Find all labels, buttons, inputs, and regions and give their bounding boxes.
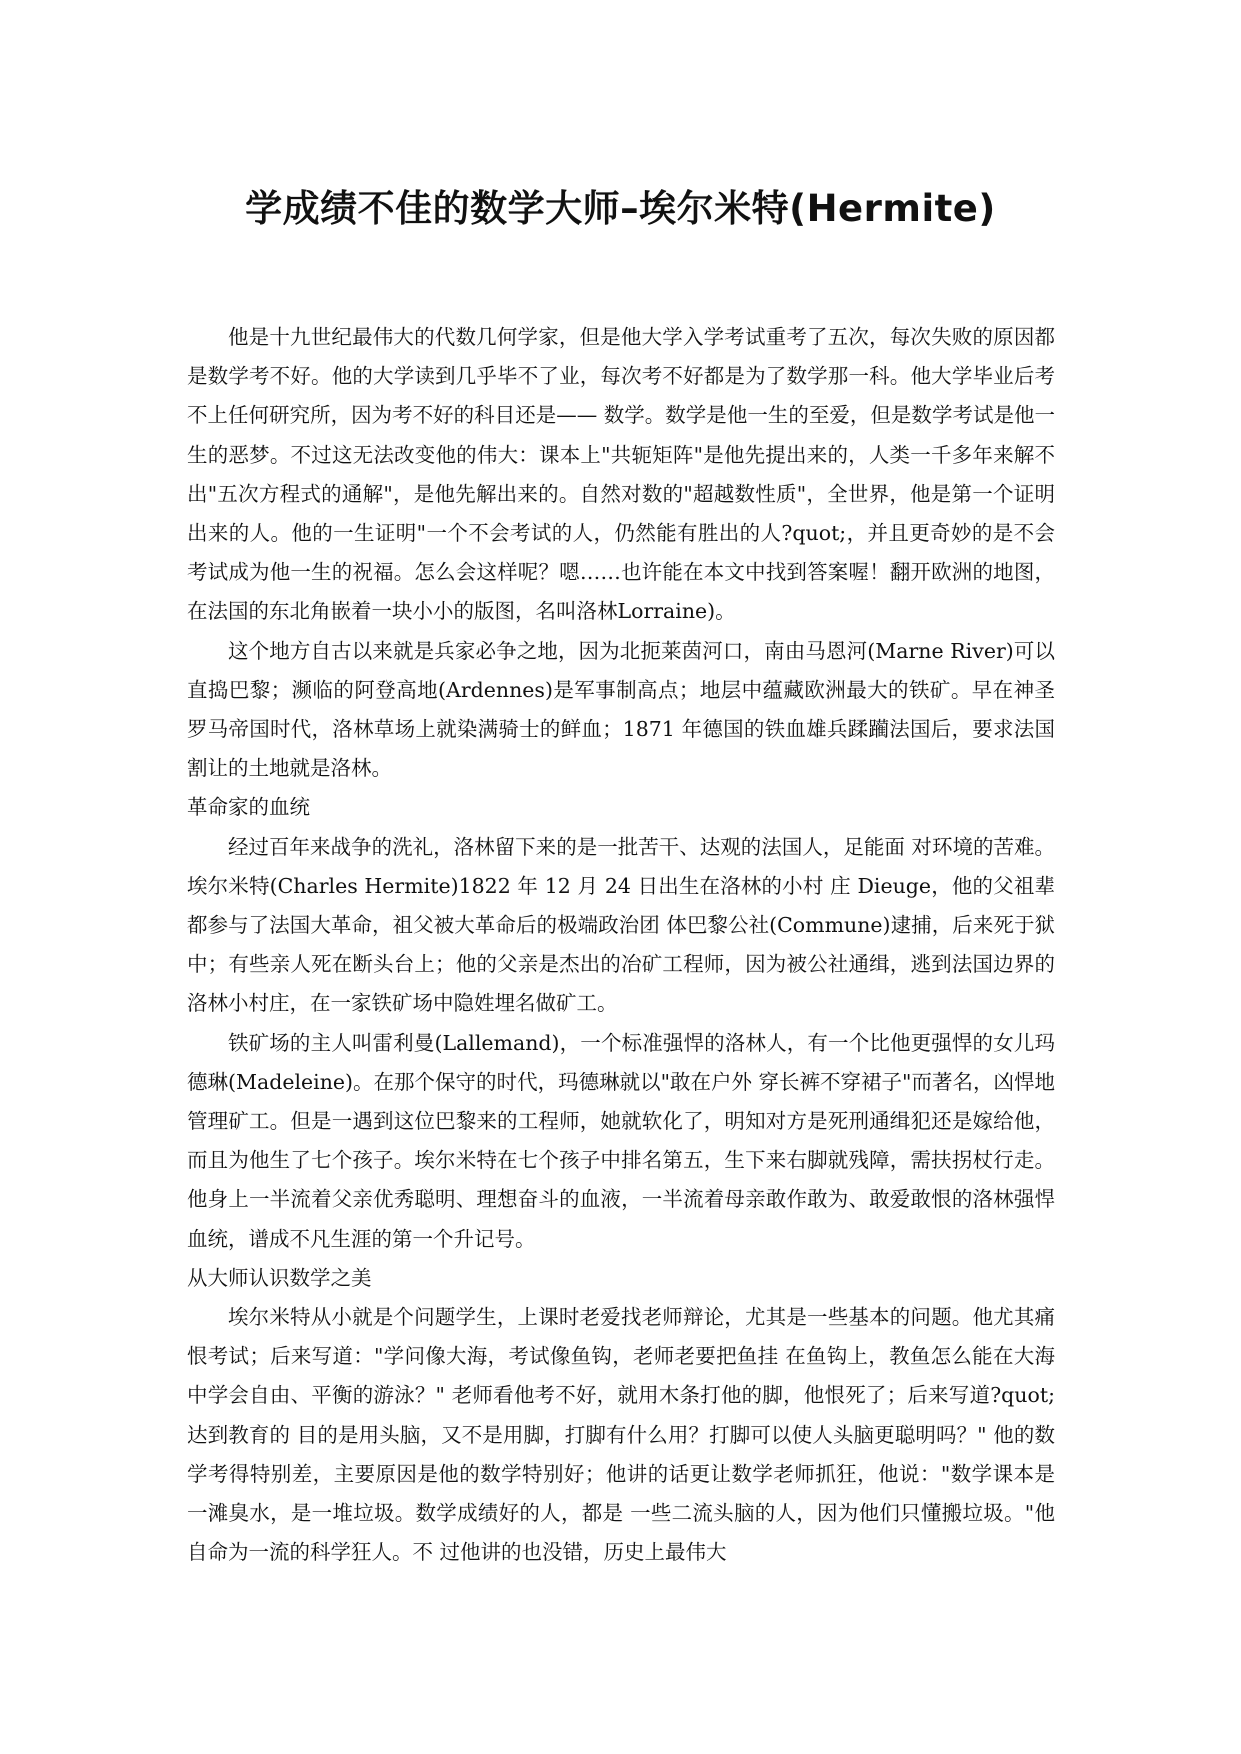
section-heading-math-beauty: 从大师认识数学之美 xyxy=(187,1265,372,1290)
document-body xyxy=(187,318,1055,1573)
paragraph-parents: 铁矿场的主人叫雷利曼(Lallemand)，一个标准强悍的洛林人，有一个比他更强悍的女儿玛德琳(Madeleine)。在那个保守的时代，玛德琳就以"敢在户外 穿长裤不穿裙子"而著名，凶悍地管理矿工。但是一遇到这位巴黎来的工程师，她就软化了，明知对方是死刑通缉犯还是嫁给他，而且为他生了七个孩子。埃尔米特在七个孩子中排名第五，生下来右脚就残障，需扶拐杖行走。他身上一半流着父亲优秀聪明、理想奋斗的血液，一半流着母亲敢作敢为、敢爱敢恨的洛林强悍血统，谱成不凡生涯的第一个升记号。 xyxy=(187,1030,1055,1251)
paragraph-lorraine: 这个地方自古以来就是兵家必争之地，因为北扼莱茵河口，南由马恩河(Marne River)可以直捣巴黎；濒临的阿登高地(Ardennes)是军事制高点；地层中蕴藏欧洲最大的铁矿。早在神圣罗马帝国时代，洛林草场上就染满骑士的鲜血；1871 年德国的铁血雄兵蹂躏法国后，要求法国割让的土地就是洛林。 xyxy=(187,638,1055,781)
paragraph-intro: 他是十九世纪最伟大的代数几何学家，但是他大学入学考试重考了五次，每次失败的原因都是数学考不好。他的大学读到几乎毕不了业，每次考不好都是为了数学那一科。他大学毕业后考不上任何研究所，因为考不好的科目还是—— 数学。数学是他一生的至爱，但是数学考试是他一生的恶梦。不过这无法改变他的伟大：课本上"共轭矩阵"是他先提出来的，人类一千多年来解不出"五次方程式的通解"，是他先解出来的。自然对数的"超越数性质"，全世界，他是第一个证明出来的人。他的一生证明"一个不会考试的人，仍然能有胜出的人?quot;，并且更奇妙的是不会考试成为他一生的祝福。怎么会这样呢？嗯……也许能在本文中找到答案喔！翻开欧洲的地图，在法国的东北角嵌着一块小小的版图，名叫洛林Lorraine)。 xyxy=(187,325,1055,624)
section-heading-bloodline: 革命家的血统 xyxy=(187,795,310,820)
paragraph-birth: 经过百年来战争的洗礼，洛林留下来的是一批苦干、达观的法国人，足能面 对环境的苦难。埃尔米特(Charles Hermite)1822 年 12 月 24 日出生在洛林的小村 庄 Dieuge，他的父祖辈都参与了法国大革命，祖父被大革命后的极端政治团 体巴黎公社(Commune)逮捕，后来死于狱中；有些亲人死在断头台上；他的父亲是杰出的冶矿工程师，因为被公社通缉，逃到法国边界的洛林小村庄，在一家铁矿场中隐姓埋名做矿工。 xyxy=(187,834,1055,1016)
paragraph-school: 埃尔米特从小就是个问题学生，上课时老爱找老师辩论，尤其是一些基本的问题。他尤其痛恨考试；后来写道："学问像大海，考试像鱼钩，老师老要把鱼挂 在鱼钩上，教鱼怎么能在大海中学会自由、平衡的游泳？" 老师看他考不好，就用木条打他的脚，他恨死了；后来写道?quot;达到教育的 目的是用头脑，又不是用脚，打脚有什么用？打脚可以使人头脑更聪明吗？" 他的数学考得特别差，主要原因是他的数学特别好；他讲的话更让数学老师抓狂，他说："数学课本是一滩臭水，是一堆垃圾。数学成绩好的人，都是 一些二流头脑的人，因为他们只懂搬垃圾。"他自命为一流的科学狂人。不 过他讲的也没错，历史上最伟大 xyxy=(187,1305,1055,1565)
page-title: 学成绩不佳的数学大师–埃尔米特(Hermite) xyxy=(245,187,996,230)
